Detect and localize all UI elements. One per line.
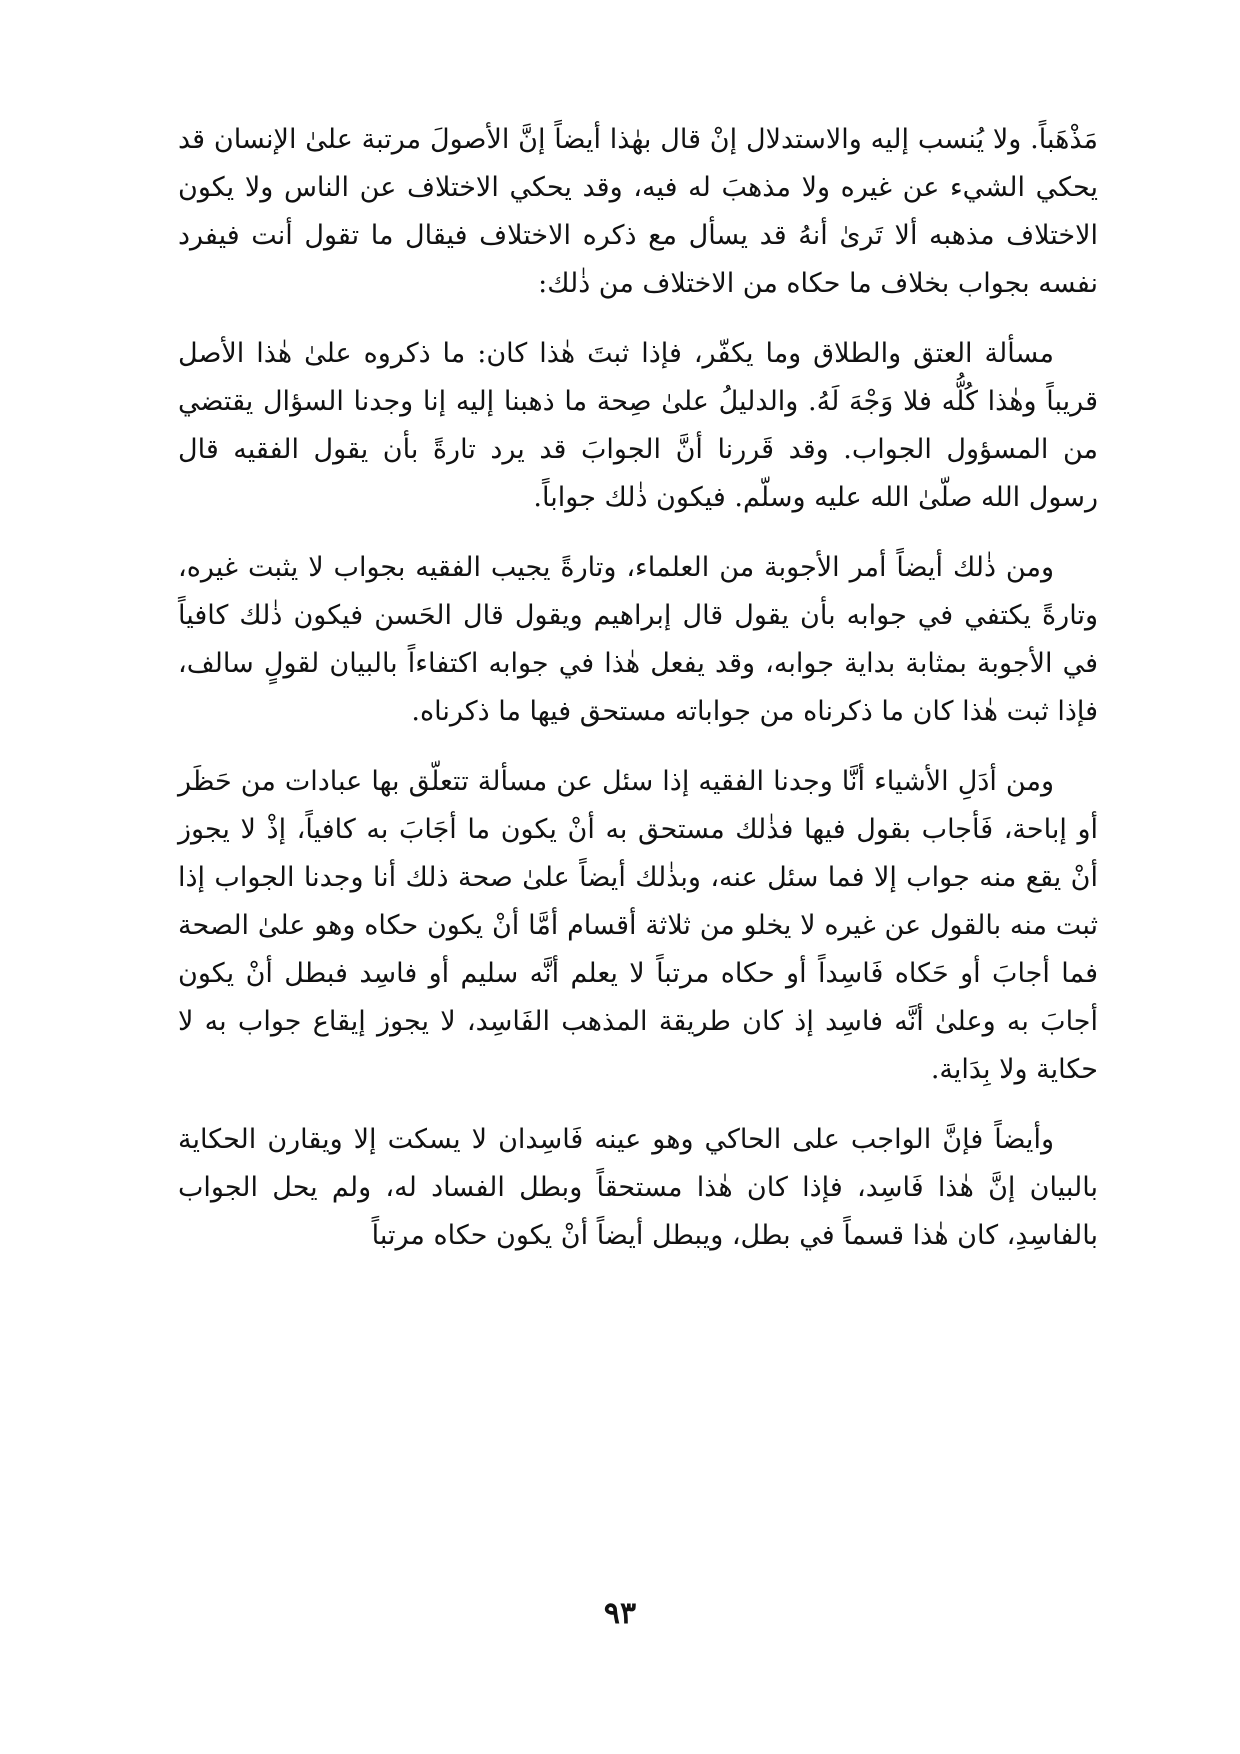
paragraph-5: وأيضاً فإنَّ الواجب على الحاكي وهو عينه فَاسِدان لا يسكت إلا ويقارن الحكاية بالبيان إنَّ هٰذا فَاسِد، فإذا كان هٰذا مستحقاً وبطل الفساد له، ولم يحل الجواب بالفاسِدِ، كان هٰذا قسماً في بطل، ويبطل أيضاً أنْ يكون حكاه مرتباً	[178, 1124, 1098, 1251]
paragraph-2: مسألة العتق والطلاق وما يكفّر، فإذا ثبتَ هٰذا كان: ما ذكروه علىٰ هٰذا الأصل قريباً وهٰذا كُلُّه فلا وَجْهَ لَهُ. والدليلُ علىٰ صِحة ما ذهبنا إليه إنا وجدنا السؤال يقتضي من المسؤول الجواب. وقد قَررنا أنَّ الجوابَ قد يرد تارةً بأن يقول الفقيه قال رسول الله صلّىٰ الله عليه وسلّم. فيكون ذٰلك جواباً.	[178, 338, 1098, 513]
paragraph-3: ومن ذٰلك أيضاً أمر الأجوبة من العلماء، وتارةً يجيب الفقيه بجواب لا يثبت غيره، وتارةً يكتفي في جوابه بأن يقول قال إبراهيم ويقول قال الحَسن فيكون ذٰلك كافياً في الأجوبة بمثابة بداية جوابه، وقد يفعل هٰذا في جوابه اكتفاءاً بالبيان لقولٍ سالف، فإذا ثبت هٰذا كان ما ذكرناه من جواباته مستحق فيها ما ذكرناه.	[178, 552, 1098, 727]
paragraph-4: ومن أدَلِ الأشياء أنَّا وجدنا الفقيه إذا سئل عن مسألة تتعلّق بها عبادات من حَظَر أو إباحة، فَأجاب بقول فيها فذٰلك مستحق به أنْ يكون ما أجَابَ به كافياً، إذْ لا يجوز أنْ يقع منه جواب إلا فما سئل عنه، وبذٰلك أيضاً علىٰ صحة ذلك أنا وجدنا الجواب إذا ثبت منه بالقول عن غيره لا يخلو من ثلاثة أقسام أمَّا أنْ يكون حكاه وهو علىٰ الصحة فما أجابَ أو حَكاه فَاسِداً أو حكاه مرتباً لا يعلم أنَّه سليم أو فاسِد فبطل أنْ يكون أجابَ به وعلىٰ أنَّه فاسِد إذ كان طريقة المذهب الفَاسِد، لا يجوز إيقاع جواب به لا حكاية ولا بِدَاية.	[178, 766, 1098, 1085]
body-text	[178, 116, 1098, 1282]
paragraph-1: مَذْهَباً. ولا يُنسب إليه والاستدلال إنْ قال بهٰذا أيضاً إنَّ الأصولَ مرتبة علىٰ الإنسان قد يحكي الشيء عن غيره ولا مذهبَ له فيه، وقد يحكي الاختلاف عن الناس ولا يكون الاختلاف مذهبه ألا تَرىٰ أنهُ قد يسأل مع ذكره الاختلاف فيقال ما تقول أنت فيفرد نفسه بجواب بخلاف ما حكاه من الاختلاف من ذٰلك:	[178, 124, 1098, 299]
page-number: ٩٣	[603, 1596, 637, 1631]
